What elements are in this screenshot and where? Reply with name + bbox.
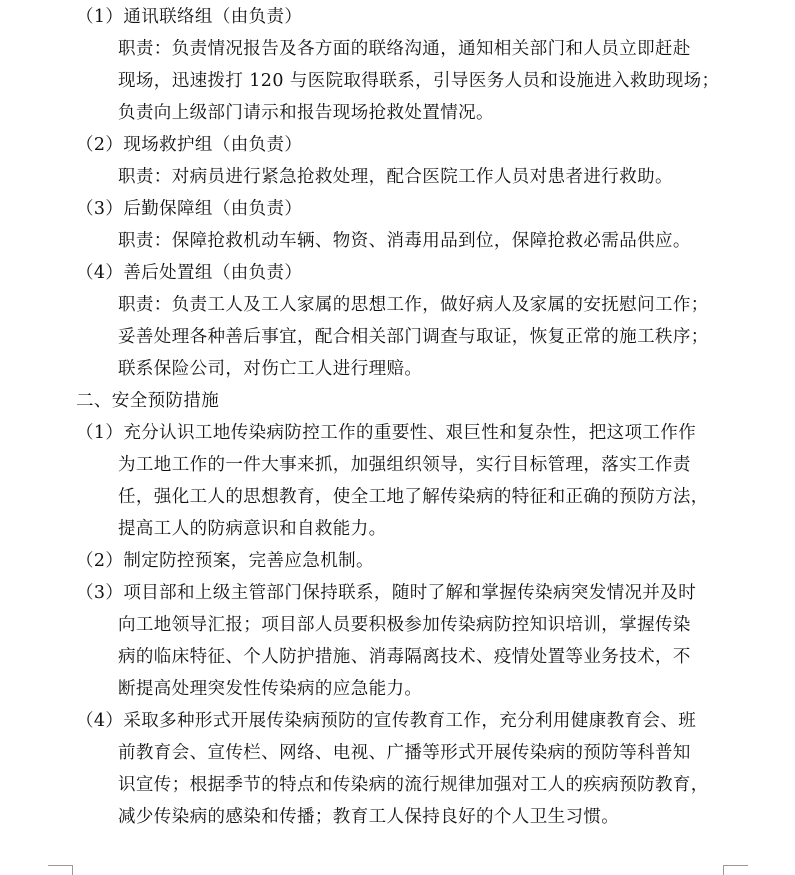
list-item-text: 任，强化工人的思想教育，使全工地了解传染病的特征和正确的预防方法，: [118, 487, 709, 507]
list-item-text: 减少传染病的感染和传播；教育工人保持良好的个人卫生习惯。: [118, 807, 620, 827]
list-item-text: 断提高处理突发性传染病的应急能力。: [118, 679, 423, 699]
list-item-text: 病的临床特征、个人防护措施、消毒隔离技术、疫情处置等业务技术，不: [118, 647, 691, 667]
duty-text: 职责：负责工人及工人家属的思想工作，做好病人及家属的安抚慰问工作；: [118, 295, 709, 315]
list-item-text: （1）充分认识工地传染病防控工作的重要性、艰巨性和复杂性，把这项工作作: [76, 423, 697, 443]
list-item-heading: （2）现场救护组（由负责）: [76, 135, 303, 155]
list-item-text: 为工地工作的一件大事来抓，加强组织领导，实行目标管理，落实工作责: [118, 455, 691, 475]
list-item-text: （4）采取多种形式开展传染病预防的宣传教育工作，充分利用健康教育会、班: [76, 711, 697, 731]
list-item-text: （2）制定防控预案，完善应急机制。: [76, 551, 374, 571]
list-item-text: 识宣传；根据季节的特点和传染病的流行规律加强对工人的疾病预防教育，: [118, 775, 709, 795]
duty-text: 职责：保障抢救机动车辆、物资、消毒用品到位，保障抢救必需品供应。: [118, 231, 691, 251]
duty-text: 职责：负责情况报告及各方面的联络沟通，通知相关部门和人员立即赶赴: [118, 39, 691, 59]
list-item-text: 向工地领导汇报；项目部人员要积极参加传染病防控知识培训，掌握传染: [118, 615, 691, 635]
duty-text: 联系保险公司，对伤亡工人进行理赔。: [118, 359, 423, 379]
section-heading: 二、安全预防措施: [76, 391, 220, 411]
list-item-heading: （4）善后处置组（由负责）: [76, 263, 303, 283]
list-item-heading: （3）后勤保障组（由负责）: [76, 199, 303, 219]
list-item-text: 提高工人的防病意识和自救能力。: [118, 519, 387, 539]
duty-text: 职责：对病员进行紧急抢救处理，配合医院工作人员对患者进行救助。: [118, 167, 673, 187]
list-item-text: （3）项目部和上级主管部门保持联系，随时了解和掌握传染病突发情况并及时: [76, 583, 697, 603]
duty-text: 负责向上级部门请示和报告现场抢救处置情况。: [118, 103, 494, 123]
duty-text: 妥善处理各种善后事宜，配合相关部门调查与取证，恢复正常的施工秩序；: [118, 327, 709, 347]
list-item-heading: （1）通讯联络组（由负责）: [76, 7, 303, 27]
list-item-text: 前教育会、宣传栏、网络、电视、广播等形式开展传染病的预防等科普知: [118, 743, 691, 763]
duty-text: 现场，迅速拨打 120 与医院取得联系，引导医务人员和设施进入救助现场；: [118, 71, 720, 91]
